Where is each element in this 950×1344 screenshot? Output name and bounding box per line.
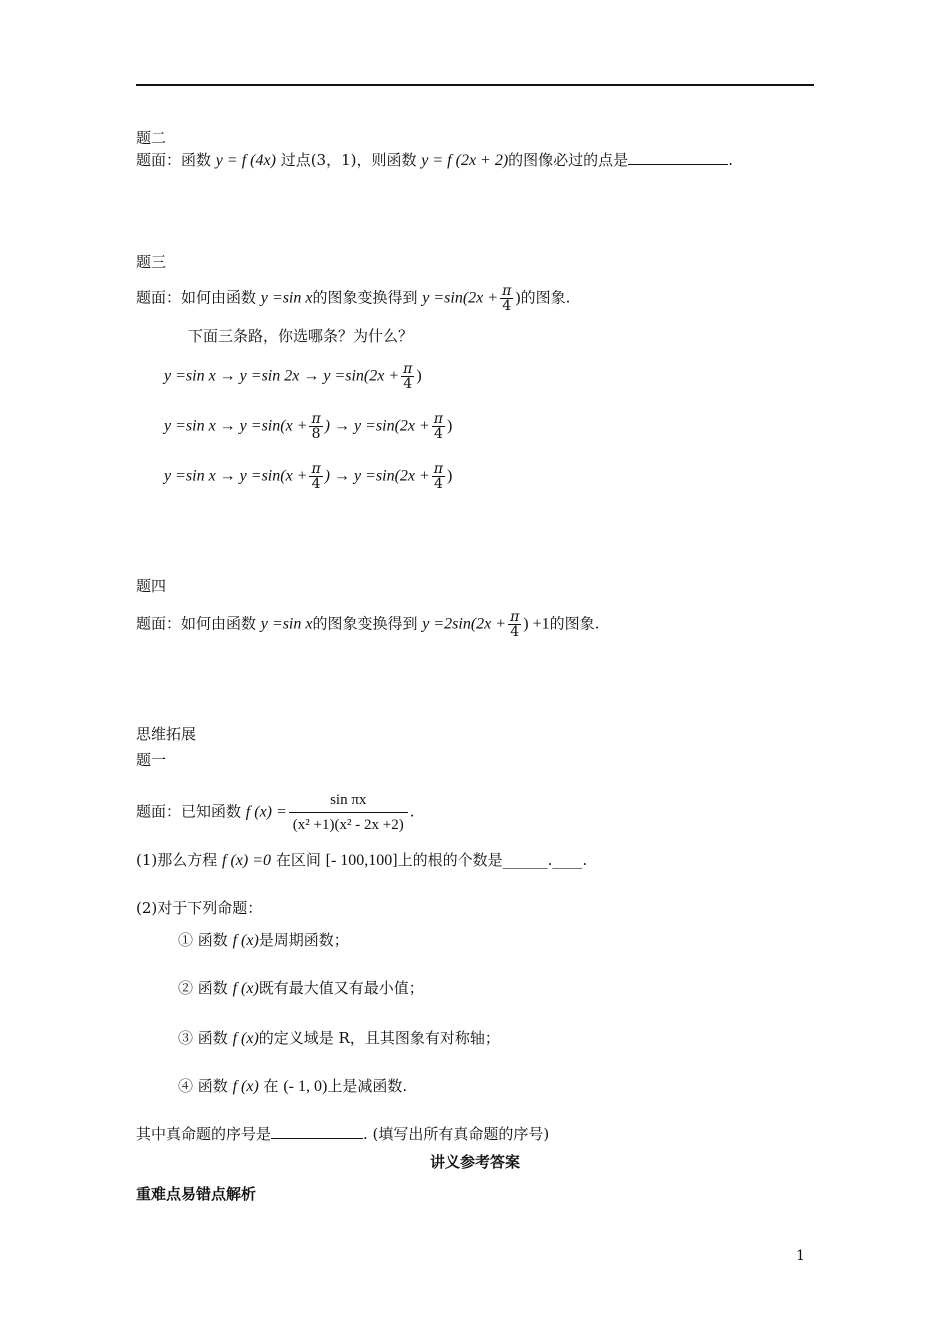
q4-target: y =2sin(2x + (422, 615, 507, 633)
q3-sub: 下面三条路，你选哪条？为什么？ (188, 327, 414, 345)
q2-end: . (728, 151, 733, 169)
proposition-2 (178, 978, 424, 999)
proposition-4 (178, 1076, 407, 1097)
q2-mid: 过点(3，1)，则函数 (280, 151, 417, 169)
q2-prefix: 题面：函数 (136, 151, 212, 169)
q4-mid: 的图象变换得到 (312, 614, 418, 633)
prop-num: ① 函数 (178, 931, 228, 949)
prop-text: 上是减函数. (327, 1077, 408, 1095)
pi-over-4-fraction: $\frac{\pi}{4}$ (510, 609, 520, 640)
q2-title: 题二 (136, 129, 167, 147)
function-fraction (289, 790, 408, 835)
ext-part2: (2)对于下列命题： (136, 899, 263, 917)
ext-fx: f (x) = (245, 803, 287, 821)
prop-fx: f (x) (232, 980, 259, 997)
q3-path-1 (164, 362, 422, 391)
prop-text: 的定义域是 R，且其图象有对称轴； (258, 1029, 500, 1047)
ext-part1 (136, 850, 587, 871)
analysis-title: 重难点易错点解析 (136, 1185, 257, 1203)
q3-mid: 的图象变换得到 (312, 288, 418, 307)
q2-suffix: 的图像必过的点是 (508, 151, 629, 169)
answer-post: . (填写出所有真命题的序号) (363, 1125, 550, 1143)
reference-answers-title: 讲义参考答案 (429, 1153, 520, 1171)
q3-close: ) (515, 289, 521, 307)
p1-eq: f (x) =0 (222, 852, 272, 869)
answer-blank[interactable] (628, 150, 728, 165)
p1-mid: 在区间 (275, 851, 321, 869)
prop-mid: 在 (263, 1077, 279, 1095)
prop-num: ③ 函数 (178, 1029, 228, 1047)
numerator: sin πx (289, 790, 408, 813)
ext-prefix: 题面：已知函数 (136, 802, 242, 821)
prop-fx: f (x) (232, 932, 259, 949)
path2-text-a: y =sin x → y =sin(x + (164, 417, 308, 435)
q3-target: y =sin(2x + (422, 289, 499, 307)
p1-post: 上的根的个数是 (397, 851, 503, 869)
p1-end: . (582, 851, 588, 869)
q3-body (136, 284, 570, 313)
pi-over-4-fraction: $\frac{\pi}{4}$ (433, 411, 443, 442)
ext-q1-body (136, 790, 414, 835)
answer-pre: 其中真命题的序号是 (136, 1125, 272, 1143)
path1-text: y =sin x → y =sin 2x → y =sin(2x + (164, 367, 400, 385)
pi-over-4-fraction: $\frac{\pi}{4}$ (502, 283, 512, 314)
pi-over-4-fraction: $\frac{\pi}{4}$ (403, 361, 413, 392)
path3-close: ) (447, 467, 453, 485)
prop-num: ② 函数 (178, 979, 228, 997)
q3-suffix: 的图象. (520, 288, 571, 307)
path1-close: ) (416, 367, 422, 385)
q3-title: 题三 (136, 253, 167, 271)
pi-over-4-fraction: $\frac{\pi}{4}$ (433, 461, 443, 492)
q4-body (136, 610, 599, 639)
path3-text-b: ) → y =sin(2x + (324, 467, 430, 485)
path2-close: ) (447, 417, 453, 435)
q4-title: 题四 (136, 577, 167, 595)
q4-fn1: y =sin x (260, 615, 313, 633)
ext-title: 思维拓展 (136, 725, 197, 743)
answer-blank[interactable] (271, 1124, 363, 1139)
q3-path-2 (164, 412, 452, 441)
header-rule (136, 84, 814, 86)
q3-prefix: 题面：如何由函数 (136, 288, 257, 307)
q3-fn1: y =sin x (260, 289, 313, 307)
prop-fx: f (x) (232, 1078, 259, 1095)
answer-line (136, 1124, 549, 1144)
pi-over-4-fraction: $\frac{\pi}{4}$ (311, 461, 321, 492)
q2-fn1: y = f (4x) (215, 152, 276, 169)
prop-num: ④ 函数 (178, 1077, 228, 1095)
ext-end: . (409, 802, 415, 821)
page-number: 1 (796, 1248, 805, 1264)
proposition-1 (178, 930, 349, 951)
denominator: (x² +1)(x² - 2x +2) (292, 817, 404, 833)
q4-target-post: ) +1 (523, 615, 550, 633)
path2-text-b: ) → y =sin(2x + (324, 417, 430, 435)
q2-fn2: y = f (2x + 2) (421, 152, 509, 169)
ext-q1-title: 题一 (136, 751, 167, 769)
prop-text: 既有最大值又有最小值； (258, 979, 424, 997)
q4-prefix: 题面：如何由函数 (136, 614, 257, 633)
p1-interval: [- 100,100] (325, 852, 398, 869)
q3-path-3 (164, 462, 452, 491)
q2-body (136, 150, 733, 171)
prop-fx: f (x) (232, 1030, 259, 1047)
q4-suffix: 的图象. (549, 614, 600, 633)
pi-over-8-fraction: $\frac{\pi}{8}$ (311, 411, 321, 442)
prop-interval: (- 1, 0) (283, 1078, 328, 1095)
answer-blank[interactable]: ______.____ (502, 851, 583, 869)
proposition-3 (178, 1028, 500, 1049)
p1-pre: (1)那么方程 (136, 851, 218, 869)
prop-text: 是周期函数； (258, 931, 349, 949)
path3-text-a: y =sin x → y =sin(x + (164, 467, 308, 485)
